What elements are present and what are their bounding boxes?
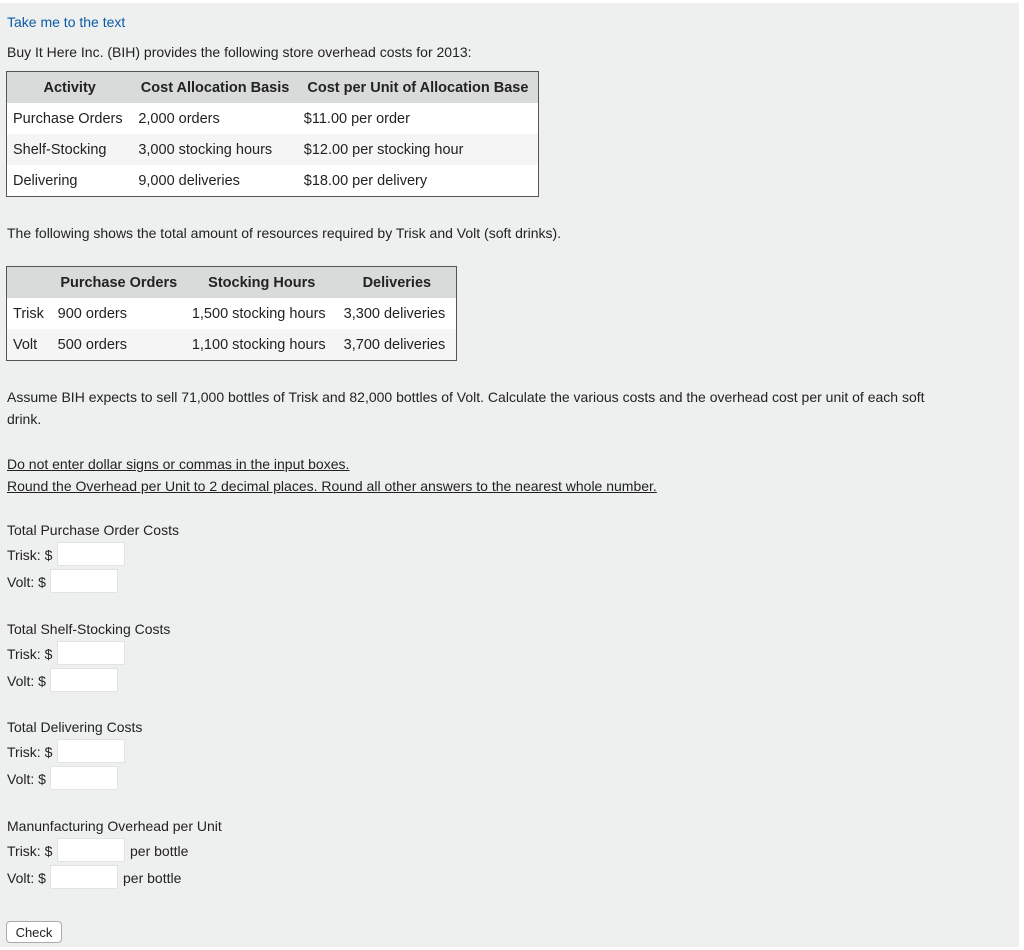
resources-text: The following shows the total amount of resources required by Trisk and Volt (soft drinks). bbox=[7, 225, 562, 241]
delivering-trisk-label: Trisk: $ bbox=[7, 744, 53, 760]
table-cell: 3,700 deliveries bbox=[338, 329, 457, 361]
overhead-trisk-input[interactable] bbox=[57, 838, 125, 862]
resources-table bbox=[6, 266, 457, 361]
overhead-per-unit-heading: Manunfacturing Overhead per Unit bbox=[7, 818, 222, 834]
table-cell: 1,500 stocking hours bbox=[191, 305, 326, 322]
delivering-trisk-input[interactable] bbox=[57, 739, 125, 763]
page bbox=[0, 3, 1019, 947]
purchase-trisk-input[interactable] bbox=[57, 542, 125, 566]
table-cell: Shelf-Stocking bbox=[7, 134, 133, 165]
col-activity: Activity bbox=[7, 72, 133, 104]
table-cell: Volt bbox=[7, 329, 52, 361]
overhead-volt-label: Volt: $ bbox=[7, 870, 46, 886]
table-cell: 500 orders bbox=[52, 329, 186, 361]
table-cell: $11.00 per order bbox=[303, 110, 410, 127]
purchase-trisk-label: Trisk: $ bbox=[7, 547, 53, 563]
intro-text: Buy It Here Inc. (BIH) provides the following store overhead costs for 2013: bbox=[7, 44, 472, 60]
shelf-stocking-costs-heading: Total Shelf-Stocking Costs bbox=[7, 621, 171, 637]
table-cell: 9,000 deliveries bbox=[138, 172, 240, 189]
table-cell: $18.00 per delivery bbox=[303, 172, 428, 189]
table-row bbox=[7, 103, 539, 134]
table-cell: $12.00 per stocking hour bbox=[298, 134, 539, 165]
table-cell: Trisk bbox=[13, 305, 44, 322]
table-cell: 2,000 orders bbox=[138, 110, 220, 127]
col-product bbox=[7, 267, 52, 299]
assumption-text-line1: Assume BIH expects to sell 71,000 bottles of Trisk and 82,000 bottles of Volt. Calculate the various costs and the overhead cost per unit of each soft bbox=[7, 389, 925, 405]
col-stocking-hours: Stocking Hours bbox=[186, 267, 338, 299]
shelf-volt-input[interactable] bbox=[50, 668, 118, 692]
table-row bbox=[7, 329, 457, 361]
col-purchase-orders: Purchase Orders bbox=[52, 267, 186, 299]
delivering-volt-label: Volt: $ bbox=[7, 771, 46, 787]
purchase-order-costs-heading: Total Purchase Order Costs bbox=[7, 522, 179, 538]
table-row bbox=[7, 165, 539, 197]
purchase-volt-label: Volt: $ bbox=[7, 574, 46, 590]
table-header-row bbox=[7, 72, 539, 104]
assumption-text-line2: drink. bbox=[7, 411, 42, 427]
overhead-volt-input[interactable] bbox=[50, 865, 118, 889]
shelf-trisk-input[interactable] bbox=[57, 641, 125, 665]
col-cost-per-unit: Cost per Unit of Allocation Base bbox=[298, 72, 539, 104]
table-cell: 900 orders bbox=[57, 305, 127, 322]
purchase-volt-input[interactable] bbox=[50, 569, 118, 593]
table-cell: Delivering bbox=[13, 172, 78, 189]
table-cell: Purchase Orders bbox=[13, 110, 123, 127]
overhead-trisk-suffix: per bottle bbox=[130, 843, 189, 859]
col-deliveries: Deliveries bbox=[338, 267, 457, 299]
table-row bbox=[7, 298, 457, 329]
take-me-to-text-link[interactable]: Take me to the text bbox=[7, 14, 126, 30]
table-cell: 1,100 stocking hours bbox=[186, 329, 338, 361]
instruction-rounding: Round the Overhead per Unit to 2 decimal places. Round all other answers to the nearest whole number. bbox=[7, 478, 657, 494]
overhead-trisk-label: Trisk: $ bbox=[7, 843, 53, 859]
check-button[interactable]: Check bbox=[6, 921, 62, 943]
delivering-costs-heading: Total Delivering Costs bbox=[7, 719, 143, 735]
table-cell: 3,000 stocking hours bbox=[132, 134, 297, 165]
delivering-volt-input[interactable] bbox=[50, 766, 118, 790]
table-row bbox=[7, 134, 539, 165]
overhead-costs-table bbox=[6, 71, 539, 197]
table-header-row bbox=[7, 267, 457, 299]
instruction-no-dollar-signs: Do not enter dollar signs or commas in the input boxes. bbox=[7, 456, 350, 472]
col-cost-allocation-basis: Cost Allocation Basis bbox=[132, 72, 297, 104]
table-cell: 3,300 deliveries bbox=[343, 305, 446, 322]
shelf-trisk-label: Trisk: $ bbox=[7, 646, 53, 662]
shelf-volt-label: Volt: $ bbox=[7, 673, 46, 689]
overhead-volt-suffix: per bottle bbox=[123, 870, 182, 886]
